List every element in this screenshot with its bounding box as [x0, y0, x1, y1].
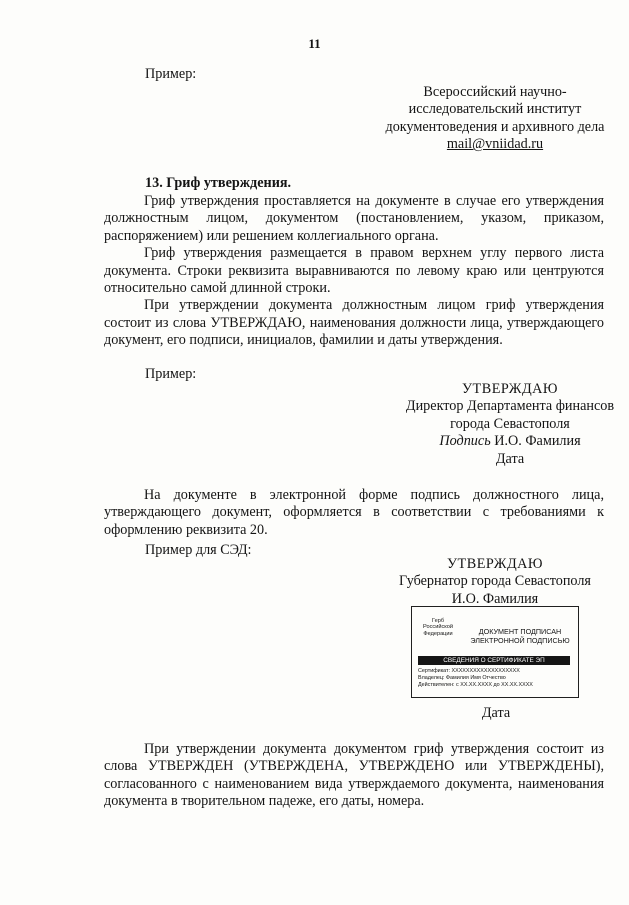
example-label: Пример:: [145, 66, 197, 82]
paragraph: Гриф утверждения проставляется на документе в случае его утверждения должностным лицом, документом (постановлением, указом, приказом, распоряжением) или решением коллегиального органа.: [104, 193, 604, 244]
final-section: [104, 741, 604, 811]
example-label: Пример для СЭД:: [145, 542, 252, 558]
approver-name: И.О. Фамилия: [451, 590, 539, 607]
electronic-section: [104, 487, 604, 539]
approval-date: Дата: [481, 705, 511, 721]
paragraph: При утверждении документа должностным лицом гриф утверждения состоит из слова УТВЕРЖДАЮ, наименования должности лица, утверждающего документ, его подписи, инициалов, фамилии и даты утверждения.: [104, 297, 604, 349]
emblem-line: Федерации: [423, 630, 453, 637]
approver-position: Директор Департамента финансов: [405, 398, 615, 415]
approval-stamp-electronic: [350, 556, 629, 608]
signature-word: Подпись: [439, 433, 491, 450]
coat-of-arms-caption: [418, 618, 458, 637]
heading-line: ДОКУМЕНТ ПОДПИСАН: [478, 627, 562, 636]
heading-line: ЭЛЕКТРОННОЙ ПОДПИСЬЮ: [470, 636, 570, 645]
paragraph: При утверждении документа документом гриф утверждения состоит из слова УТВЕРЖДЕН (УТВЕРЖДЕНА, УТВЕРЖДЕНО или УТВЕРЖДЕНЫ), согласованного с наименованием вида утверждаемого документа, наименования документа в творительном падеже, его даты, номера.: [104, 741, 604, 810]
certificate-validity: Действителен: с XX.XX.XXXX до XX.XX.XXXX: [418, 682, 533, 688]
section-body: [104, 193, 604, 350]
electronic-signature-box: [411, 606, 579, 698]
approval-date: Дата: [495, 450, 525, 467]
emblem-line: Герб: [431, 618, 445, 624]
certificate-header-bar: СВЕДЕНИЯ О СЕРТИФИКАТЕ ЭП: [418, 656, 570, 665]
certificate-owner: Владелец: Фамилия Имя Отчество: [418, 675, 506, 681]
approval-stamp: [365, 381, 629, 468]
approver-name: И.О. Фамилия: [490, 433, 581, 450]
paragraph: Гриф утверждения размещается в правом верхнем углу первого листа документа. Строки реквизита выравниваются по левому краю или центруются относительно самой длинной строки.: [104, 245, 604, 297]
approver-position: города Севастополя: [450, 415, 570, 432]
approver-position: Губернатор города Севастополя: [399, 573, 591, 590]
paragraph: На документе в электронной форме подпись должностного лица, утверждающего документ, оформляется в соответствии с требованиями к оформлению реквизита 20.: [104, 487, 604, 538]
organization-block: [340, 84, 629, 154]
approval-word: УТВЕРЖДАЮ: [447, 556, 543, 572]
org-line: Всероссийский научно-: [423, 84, 567, 100]
approval-word: УТВЕРЖДАЮ: [462, 381, 558, 397]
example-label: Пример:: [145, 366, 197, 382]
org-line: исследовательский институт: [408, 101, 582, 118]
signature-line: [365, 433, 629, 450]
certificate-number: Сертификат: XXXXXXXXXXXXXXXXXXX: [418, 668, 520, 674]
section-heading: 13. Гриф утверждения.: [145, 175, 292, 191]
org-email-link[interactable]: mail@vniidad.ru: [446, 136, 544, 153]
org-line: документоведения и архивного дела: [385, 118, 605, 135]
emblem-line: Российской: [423, 624, 453, 631]
signature-box-heading: [464, 627, 576, 645]
page-number: 11: [308, 36, 321, 51]
